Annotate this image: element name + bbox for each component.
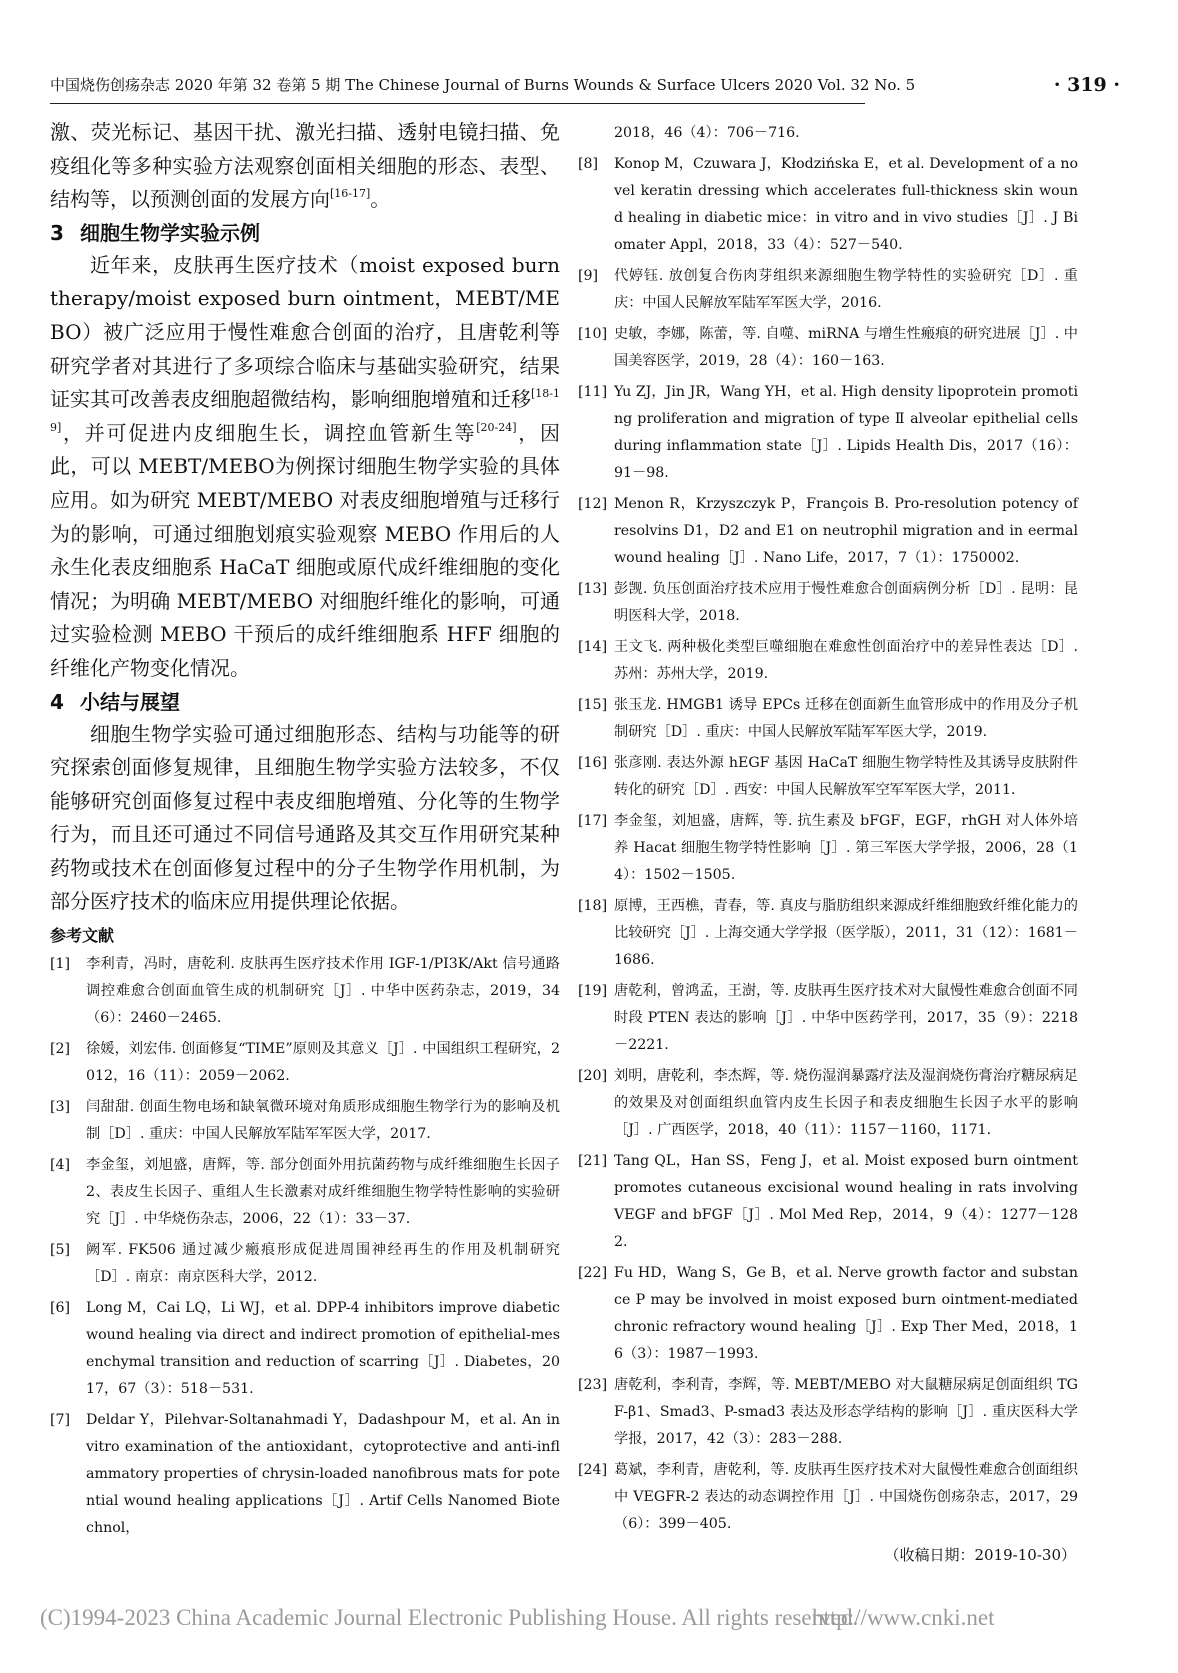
reference-item: [18] 原博，王西樵，青春，等. 真皮与脂肪组织来源成纤维细胞致纤维化能力的比较研究［J］. 上海交通大学学报（医学版），2011，31（12）：1681－1686.	[578, 893, 1078, 974]
reference-number: [14]	[578, 639, 608, 655]
reference-number: [6]	[50, 1300, 71, 1317]
reference-number: [18]	[578, 898, 608, 914]
reference-item: [6] Long M，Cai LQ，Li WJ，et al. DPP-4 inhibitors improve diabetic wound healing via direct and indirect promotion of epithelial-mesenchymal transition and reduction of scarring［J］. Diabetes，2017，67（3）：518－531.	[50, 1295, 560, 1403]
reference-item: [8] Konop M，Czuwara J，Kłodzińska E，et al. Development of a novel keratin dressing which accelerates full-thickness skin wound healing in diabetic mice：in vitro and in vivo studies［J］. J Biomater Appl，2018，33（4）：527－540.	[578, 151, 1078, 259]
reference-item: [22] Fu HD，Wang S，Ge B，et al. Nerve growth factor and substance P may be involved in moist exposed burn ointment-mediated chronic refractory wound healing［J］. Exp Ther Med，2018，16（3）：1987－1993.	[578, 1260, 1078, 1368]
reference-number: [15]	[578, 697, 608, 713]
reference-item: [10] 史敏，李娜，陈蕾，等. 自噬、miRNA 与增生性瘢痕的研究进展［J］. 中国美容医学，2019，28（4）：160－163.	[578, 321, 1078, 375]
reference-item: [24] 葛斌，李利青，唐乾利，等. 皮肤再生医疗技术对大鼠慢性难愈合创面组织中 VEGFR-2 表达的动态调控作用［J］. 中国烧伤创疡杂志，2017，29（6）：399－405.	[578, 1457, 1078, 1538]
citation: [20-24]	[476, 420, 517, 434]
footer-url: http://www.cnki.net	[812, 1605, 995, 1630]
reference-number: [11]	[578, 384, 608, 400]
reference-item: [4] 李金玺，刘旭盛，唐辉，等. 部分创面外用抗菌药物与成纤维细胞生长因子 2、表皮生长因子、重组人生长激素对成纤维细胞生物学特性影响的实验研究［J］. 中华烧伤杂志，2006，22（1）：33－37.	[50, 1152, 560, 1233]
reference-number: [7]	[50, 1412, 71, 1429]
reference-item: [7] Deldar Y，Pilehvar-Soltanahmadi Y，Dadashpour M，et al. An in vitro examination of the antioxidant，cytoprotective and anti-inflammatory properties of chrysin-loaded nanofibrous mats for potential wound healing applications［J］. Artif Cells Nanomed Biotechnol，	[50, 1407, 560, 1542]
reference-item: [11] Yu ZJ，Jin JR，Wang YH，et al. High density lipoprotein promoting proliferation and migration of type Ⅱ alveolar epithelial cells during inflammation state［J］. Lipids Health Dis，2017（16）：91－98.	[578, 379, 1078, 487]
section-3-heading: 3 细胞生物学实验示例	[50, 220, 260, 245]
reference-number: [1]	[50, 956, 71, 973]
reference-item: [1] 李利青，冯时，唐乾利. 皮肤再生医疗技术作用 IGF-1/PI3K/Akt 信号通路调控难愈合创面血管生成的机制研究［J］. 中华中医药杂志，2019，34（6）：2460－2465.	[50, 951, 560, 1032]
reference-list-right	[578, 151, 1078, 1538]
reference-item: [15] 张玉龙. HMGB1 诱导 EPCs 迁移在创面新生血管形成中的作用及分子机制研究［D］. 重庆：中国人民解放军陆军军医大学，2019.	[578, 692, 1078, 746]
citation: [16-17]	[330, 187, 371, 201]
citation: [18-19]	[50, 387, 560, 434]
journal-info: 中国烧伤创疡杂志 2020 年第 32 卷第 5 期 The Chinese Journal of Burns Wounds & Surface Ulcers 2020 Vol. 32 No. 5	[50, 76, 916, 94]
reference-item: [21] Tang QL，Han SS，Feng J，et al. Moist exposed burn ointment promotes cutaneous excisional wound healing in rats involving VEGF and bFGF［J］. Mol Med Rep，2014，9（4）：1277－1282.	[578, 1148, 1078, 1256]
section-3-paragraph: 近年来，皮肤再生医疗技术（moist exposed burn therapy/moist exposed burn ointment，MEBT/MEBO）被广泛应用于慢性难愈合创面的治疗，且唐乾利等研究学者对其进行了多项综合临床与基础实验研究，结果证实其可改善表皮细胞超微结构，影响细胞增殖和迁移[18-19]，并可促进内皮细胞生长，调控血管新生等[20-24]，因此，可以 MEBT/MEBO为例探讨细胞生物学实验的具体应用。如为研究 MEBT/MEBO 对表皮细胞增殖与迁移行为的影响，可通过细胞划痕实验观察 MEBO 作用后的人永生化表皮细胞系 HaCaT 细胞或原代成纤维细胞的变化情况；为明确 MEBT/MEBO 对细胞纤维化的影响，可通过实验检测 MEBO 干预后的成纤维细胞系 HFF 细胞的纤维化产物变化情况。	[50, 252, 561, 680]
reference-number: [4]	[50, 1157, 71, 1174]
reference-number: [2]	[50, 1041, 71, 1058]
reference-number: [20]	[578, 1068, 608, 1084]
reference-number: [19]	[578, 983, 608, 999]
reference-item: [20] 刘明，唐乾利，李杰辉，等. 烧伤湿润暴露疗法及湿润烧伤膏治疗糖尿病足的效果及对创面组织血管内皮生长因子和表皮细胞生长因子水平的影响［J］. 广西医学，2018，40（11）：1157－1160，1171.	[578, 1063, 1078, 1144]
received-date: （收稿日期：2019-10-30）	[884, 1546, 1076, 1564]
left-column	[50, 116, 560, 1546]
reference-number: [10]	[578, 326, 608, 342]
reference-number: [13]	[578, 581, 608, 597]
reference-number: [12]	[578, 496, 608, 512]
reference-item: [19] 唐乾利，曾鸿孟，王澍，等. 皮肤再生医疗技术对大鼠慢性难愈合创面不同时段 PTEN 表达的影响［J］. 中华中医药学刊，2017，35（9）：2218－2221.	[578, 978, 1078, 1059]
page-number: · 319 ·	[1053, 74, 1120, 96]
running-header	[50, 72, 1120, 98]
reference-number: [9]	[578, 268, 599, 284]
reference-7-continuation: 2018，46（4）：706－716.	[614, 125, 800, 141]
reference-number: [21]	[578, 1153, 608, 1169]
header-rule	[50, 103, 865, 104]
reference-number: [16]	[578, 755, 608, 771]
reference-number: [22]	[578, 1265, 608, 1281]
reference-item: [16] 张彦刚. 表达外源 hEGF 基因 HaCaT 细胞生物学特性及其诱导皮肤附件转化的研究［D］. 西安：中国人民解放军空军军医大学，2011.	[578, 750, 1078, 804]
reference-number: [3]	[50, 1099, 71, 1116]
reference-list-left	[50, 951, 560, 1542]
reference-item: [2] 徐媛，刘宏伟. 创面修复“TIME”原则及其意义［J］. 中国组织工程研究，2012，16（11）：2059－2062.	[50, 1036, 560, 1090]
reference-number: [5]	[50, 1242, 71, 1259]
reference-item: [3] 闫甜甜. 创面生物电场和缺氧微环境对角质形成细胞生物学行为的影响及机制［D］. 重庆：中国人民解放军陆军军医大学，2017.	[50, 1094, 560, 1148]
reference-item: [9] 代婷钰. 放创复合伤肉芽组织来源细胞生物学特性的实验研究［D］. 重庆：中国人民解放军陆军军医大学，2016.	[578, 263, 1078, 317]
copyright-text: (C)1994-2023 China Academic Journal Electronic Publishing House. All rights reserved.	[40, 1605, 859, 1630]
reference-number: [17]	[578, 813, 608, 829]
reference-item: [17] 李金玺，刘旭盛，唐辉，等. 抗生素及 bFGF，EGF，rhGH 对人体外培养 Hacat 细胞生物学特性影响［J］. 第三军医大学学报，2006，28（14）：1502－1505.	[578, 808, 1078, 889]
references-heading: 参考文献	[50, 926, 115, 946]
reference-number: [8]	[578, 156, 599, 172]
reference-number: [24]	[578, 1462, 608, 1478]
section-4-heading: 4 小结与展望	[50, 689, 180, 714]
reference-item: [14] 王文飞. 两种极化类型巨噬细胞在难愈性创面治疗中的差异性表达［D］. 苏州：苏州大学，2019.	[578, 634, 1078, 688]
right-column	[578, 120, 1078, 1569]
reference-item: [12] Menon R，Krzyszczyk P，François B. Pro-resolution potency of resolvins D1，D2 and E1 on neutrophil migration and in eermal wound healing［J］. Nano Life，2017，7（1）：1750002.	[578, 491, 1078, 572]
intro-paragraph-continued: 激、荧光标记、基因干扰、激光扫描、透射电镜扫描、免疫组化等多种实验方法观察创面相关细胞的形态、表型、结构等，以预测创面的发展方向[16-17]。	[50, 120, 560, 212]
reference-item: [23] 唐乾利，李利青，李辉，等. MEBT/MEBO 对大鼠糖尿病足创面组织 TGF-β1、Smad3、P-smad3 表达及形态学结构的影响［J］. 重庆医科大学学报，2017，42（3）：283－288.	[578, 1372, 1078, 1453]
copyright-footer	[40, 1603, 1140, 1633]
reference-item: [13] 彭觊. 负压创面治疗技术应用于慢性难愈合创面病例分析［D］. 昆明：昆明医科大学，2018.	[578, 576, 1078, 630]
reference-number: [23]	[578, 1377, 608, 1393]
section-4-paragraph: 细胞生物学实验可通过细胞形态、结构与功能等的研究探索创面修复规律，且细胞生物学实验方法较多，不仅能够研究创面修复过程中表皮细胞增殖、分化等的生物学行为，而且还可通过不同信号通路及其交互作用研究某种药物或技术在创面修复过程中的分子生物学作用机制，为部分医疗技术的临床应用提供理论依据。	[50, 721, 560, 914]
reference-item: [5] 阙军. FK506 通过减少瘢痕形成促进周围神经再生的作用及机制研究［D］. 南京：南京医科大学，2012.	[50, 1237, 560, 1291]
